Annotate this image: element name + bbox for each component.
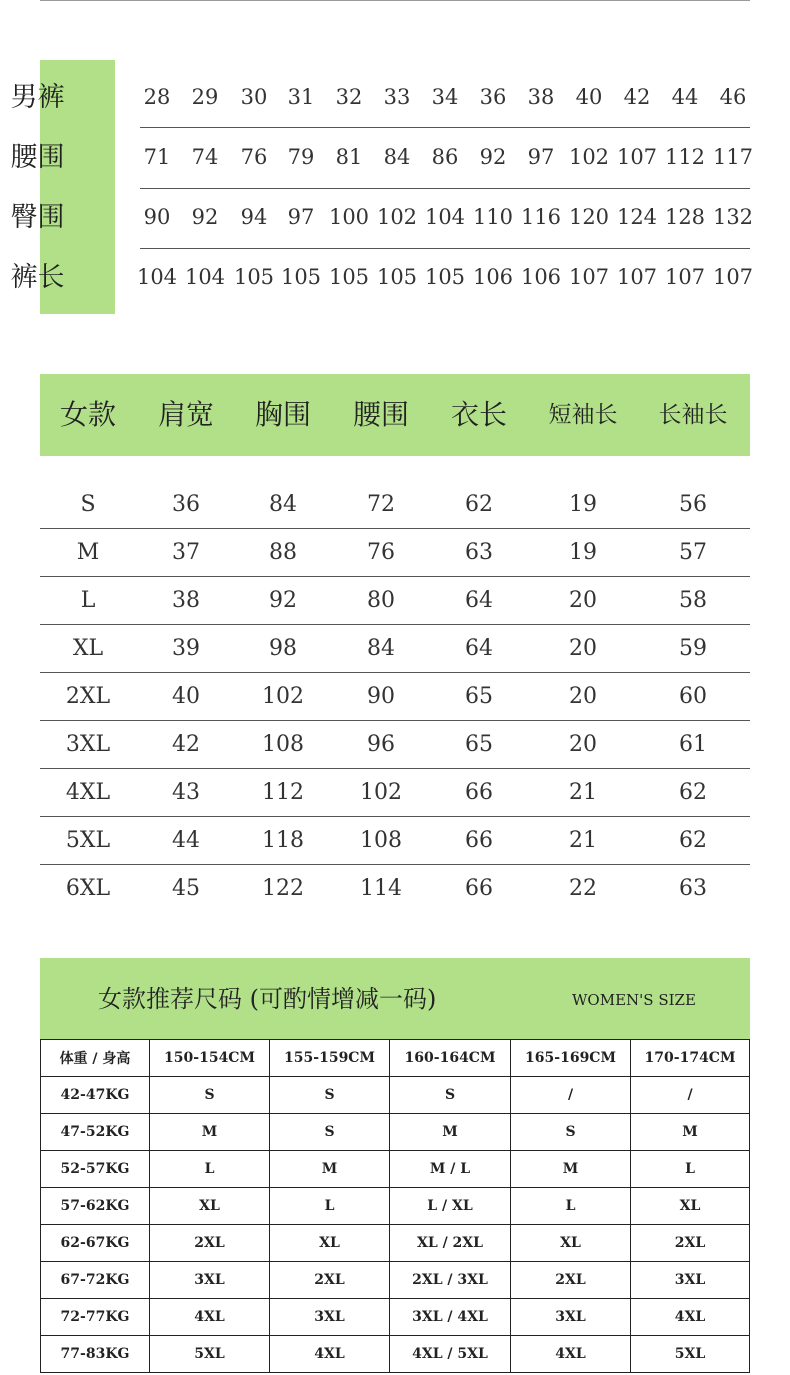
recommendation-cell: S: [390, 1077, 511, 1114]
recommendation-row-label: 57-62KG: [41, 1188, 150, 1225]
women-header-cell: 女款: [59, 398, 116, 431]
pants-cell: 105: [376, 265, 418, 289]
pants-cell: 34: [431, 85, 459, 109]
women-cell: 20: [569, 684, 597, 709]
recommendation-cell: 2XL: [511, 1262, 631, 1299]
recommendation-cell: 4XL: [631, 1299, 750, 1336]
women-cell: 60: [679, 684, 707, 709]
women-cell: 59: [679, 636, 707, 661]
women-cell: 45: [172, 876, 200, 901]
table-row: [41, 1225, 750, 1262]
pants-cell: 124: [616, 205, 658, 229]
recommendation-cell: L: [150, 1151, 270, 1188]
women-cell: 21: [569, 780, 597, 805]
women-cell: 63: [679, 876, 707, 901]
pants-cell: 102: [568, 145, 610, 169]
recommendation-cell: 2XL / 3XL: [390, 1262, 511, 1299]
women-cell: 88: [269, 540, 297, 565]
pants-cell: 97: [287, 205, 315, 229]
women-row-divider: [40, 816, 750, 817]
pants-cell: 36: [479, 85, 507, 109]
pants-cell: 76: [240, 145, 268, 169]
recommendation-cell: L: [631, 1151, 750, 1188]
pants-cell: 97: [527, 145, 555, 169]
women-row-divider: [40, 672, 750, 673]
women-cell: 102: [360, 780, 402, 805]
recommendation-cell: XL: [270, 1225, 390, 1262]
women-cell: 92: [269, 588, 297, 613]
pants-cell: 106: [472, 265, 514, 289]
recommendation-cell: 155-159CM: [270, 1040, 390, 1077]
women-cell: 65: [465, 684, 493, 709]
pants-row-label-hip: 臀围: [10, 202, 65, 233]
pants-cell: 71: [143, 145, 171, 169]
pants-cell: 86: [431, 145, 459, 169]
women-cell: 66: [465, 876, 493, 901]
women-cell: 37: [172, 540, 200, 565]
recommendation-cell: M: [511, 1151, 631, 1188]
recommendation-cell: S: [511, 1114, 631, 1151]
pants-cell: 33: [383, 85, 411, 109]
women-cell: 56: [679, 492, 707, 517]
pants-cell: 94: [240, 205, 268, 229]
women-cell: 20: [569, 588, 597, 613]
pants-row-divider: [140, 188, 750, 189]
pants-cell: 74: [191, 145, 219, 169]
pants-cell: 117: [712, 145, 754, 169]
women-cell: 22: [569, 876, 597, 901]
women-size-label: 3XL: [65, 732, 111, 757]
recommendation-cell: 4XL: [150, 1299, 270, 1336]
recommendation-header-row: [41, 1040, 750, 1077]
top-divider: [40, 0, 750, 1]
recommendation-title: 女款推荐尺码 (可酌情增减一码): [98, 985, 437, 1013]
pants-cell: 106: [520, 265, 562, 289]
women-cell: 43: [172, 780, 200, 805]
recommendation-cell: 170-174CM: [631, 1040, 750, 1077]
women-cell: 62: [679, 828, 707, 853]
pants-cell: 40: [575, 85, 603, 109]
pants-cell: 92: [191, 205, 219, 229]
recommendation-subtitle: WOMEN'S SIZE: [572, 991, 696, 1009]
table-row: [41, 1336, 750, 1373]
recommendation-cell: 4XL: [511, 1336, 631, 1373]
women-cell: 19: [569, 492, 597, 517]
women-size-label: 5XL: [65, 828, 111, 853]
pants-cell: 110: [472, 205, 514, 229]
recommendation-banner: [40, 958, 750, 1040]
women-row-divider: [40, 768, 750, 769]
women-row-divider: [40, 624, 750, 625]
women-cell: 118: [262, 828, 304, 853]
women-cell: 66: [465, 828, 493, 853]
pants-cell: 116: [520, 205, 562, 229]
pants-cell: 46: [719, 85, 747, 109]
women-row-divider: [40, 864, 750, 865]
women-cell: 90: [367, 684, 395, 709]
women-cell: 58: [679, 588, 707, 613]
table-row: [41, 1188, 750, 1225]
women-cell: 57: [679, 540, 707, 565]
recommendation-cell: 5XL: [631, 1336, 750, 1373]
recommendation-cell: 165-169CM: [511, 1040, 631, 1077]
pants-cell: 104: [424, 205, 466, 229]
women-table-header: [40, 374, 750, 456]
women-cell: 66: [465, 780, 493, 805]
women-cell: 61: [679, 732, 707, 757]
women-cell: 98: [269, 636, 297, 661]
pants-cell: 107: [616, 265, 658, 289]
recommendation-cell: 3XL: [150, 1262, 270, 1299]
women-cell: 21: [569, 828, 597, 853]
recommendation-cell: 4XL: [270, 1336, 390, 1373]
recommendation-cell: S: [150, 1077, 270, 1114]
women-header-cell: 衣长: [450, 398, 507, 431]
recommendation-table: [40, 1039, 750, 1373]
women-cell: 40: [172, 684, 200, 709]
women-cell: 39: [172, 636, 200, 661]
recommendation-row-label: 52-57KG: [41, 1151, 150, 1188]
recommendation-cell: 4XL / 5XL: [390, 1336, 511, 1373]
recommendation-cell: 2XL: [270, 1262, 390, 1299]
recommendation-row-label: 47-52KG: [41, 1114, 150, 1151]
recommendation-cell: 150-154CM: [150, 1040, 270, 1077]
women-cell: 64: [465, 588, 493, 613]
women-cell: 114: [360, 876, 402, 901]
women-cell: 108: [360, 828, 402, 853]
pants-cell: 42: [623, 85, 651, 109]
pants-cell: 44: [671, 85, 699, 109]
table-row: [41, 1114, 750, 1151]
recommendation-cell: M: [270, 1151, 390, 1188]
table-row: [41, 1077, 750, 1114]
women-cell: 122: [262, 876, 304, 901]
recommendation-cell: L: [511, 1188, 631, 1225]
recommendation-row-label: 67-72KG: [41, 1262, 150, 1299]
recommendation-cell: 3XL: [270, 1299, 390, 1336]
recommendation-cell: L: [270, 1188, 390, 1225]
women-header-cell: 长袖长: [658, 402, 728, 428]
pants-cell: 105: [280, 265, 322, 289]
women-cell: 62: [465, 492, 493, 517]
women-cell: 62: [679, 780, 707, 805]
women-row-divider: [40, 720, 750, 721]
women-header-cell: 腰围: [352, 398, 409, 431]
women-size-label: XL: [72, 636, 104, 661]
recommendation-cell: L / XL: [390, 1188, 511, 1225]
pants-cell: 107: [664, 265, 706, 289]
recommendation-cell: S: [270, 1077, 390, 1114]
pants-cell: 100: [328, 205, 370, 229]
pants-cell: 132: [712, 205, 754, 229]
pants-cell: 29: [191, 85, 219, 109]
pants-cell: 120: [568, 205, 610, 229]
pants-cell: 107: [568, 265, 610, 289]
recommendation-cell: 5XL: [150, 1336, 270, 1373]
recommendation-row-label: 62-67KG: [41, 1225, 150, 1262]
pants-cell: 81: [335, 145, 363, 169]
pants-cell: 28: [143, 85, 171, 109]
women-cell: 63: [465, 540, 493, 565]
pants-cell: 79: [287, 145, 315, 169]
recommendation-cell: M / L: [390, 1151, 511, 1188]
pants-cell: 32: [335, 85, 363, 109]
pants-cell: 38: [527, 85, 555, 109]
women-header-cell: 短袖长: [548, 402, 618, 428]
pants-row-label-waist: 腰围: [10, 142, 65, 173]
women-cell: 44: [172, 828, 200, 853]
women-size-label: S: [80, 492, 96, 517]
women-size-label: M: [76, 540, 100, 565]
women-size-label: 4XL: [65, 780, 111, 805]
pants-cell: 30: [240, 85, 268, 109]
women-cell: 108: [262, 732, 304, 757]
women-size-label: 2XL: [65, 684, 111, 709]
women-cell: 102: [262, 684, 304, 709]
pants-cell: 107: [712, 265, 754, 289]
women-cell: 96: [367, 732, 395, 757]
women-header-cell: 肩宽: [157, 398, 214, 431]
recommendation-cell: 2XL: [150, 1225, 270, 1262]
pants-row-label-length: 裤长: [10, 262, 65, 293]
recommendation-cell: M: [150, 1114, 270, 1151]
women-cell: 38: [172, 588, 200, 613]
recommendation-cell: XL: [631, 1188, 750, 1225]
table-row: [41, 1151, 750, 1188]
women-size-label: L: [80, 588, 96, 613]
women-row-divider: [40, 528, 750, 529]
pants-cell: 105: [233, 265, 275, 289]
women-cell: 72: [367, 492, 395, 517]
women-cell: 36: [172, 492, 200, 517]
women-cell: 42: [172, 732, 200, 757]
recommendation-cell: 2XL: [631, 1225, 750, 1262]
women-cell: 76: [367, 540, 395, 565]
recommendation-row-label: 体重 / 身高: [41, 1040, 150, 1077]
recommendation-cell: 3XL / 4XL: [390, 1299, 511, 1336]
women-cell: 65: [465, 732, 493, 757]
recommendation-cell: 3XL: [511, 1299, 631, 1336]
women-cell: 80: [367, 588, 395, 613]
recommendation-row-label: 77-83KG: [41, 1336, 150, 1373]
recommendation-cell: 3XL: [631, 1262, 750, 1299]
women-header-cell: 胸围: [254, 398, 311, 431]
recommendation-row-label: 42-47KG: [41, 1077, 150, 1114]
pants-row-divider: [140, 248, 750, 249]
women-cell: 112: [262, 780, 304, 805]
women-cell: 19: [569, 540, 597, 565]
pants-cell: 105: [328, 265, 370, 289]
pants-cell: 104: [136, 265, 178, 289]
recommendation-cell: M: [390, 1114, 511, 1151]
recommendation-cell: XL / 2XL: [390, 1225, 511, 1262]
women-cell: 84: [367, 636, 395, 661]
pants-cell: 104: [184, 265, 226, 289]
recommendation-cell: /: [511, 1077, 631, 1114]
pants-row-divider: [140, 127, 750, 128]
pants-cell: 90: [143, 205, 171, 229]
women-cell: 84: [269, 492, 297, 517]
pants-cell: 92: [479, 145, 507, 169]
women-cell: 20: [569, 636, 597, 661]
women-size-label: 6XL: [65, 876, 111, 901]
recommendation-cell: XL: [511, 1225, 631, 1262]
recommendation-cell: M: [631, 1114, 750, 1151]
women-row-divider: [40, 576, 750, 577]
table-row: [41, 1299, 750, 1336]
recommendation-row-label: 72-77KG: [41, 1299, 150, 1336]
table-row: [41, 1262, 750, 1299]
pants-cell: 102: [376, 205, 418, 229]
pants-cell: 128: [664, 205, 706, 229]
recommendation-cell: XL: [150, 1188, 270, 1225]
pants-cell: 107: [616, 145, 658, 169]
pants-cell: 84: [383, 145, 411, 169]
recommendation-cell: S: [270, 1114, 390, 1151]
women-cell: 64: [465, 636, 493, 661]
pants-row-label-size: 男裤: [10, 82, 65, 113]
recommendation-cell: /: [631, 1077, 750, 1114]
women-cell: 20: [569, 732, 597, 757]
pants-cell: 112: [664, 145, 706, 169]
recommendation-cell: 160-164CM: [390, 1040, 511, 1077]
pants-cell: 31: [287, 85, 315, 109]
pants-cell: 105: [424, 265, 466, 289]
